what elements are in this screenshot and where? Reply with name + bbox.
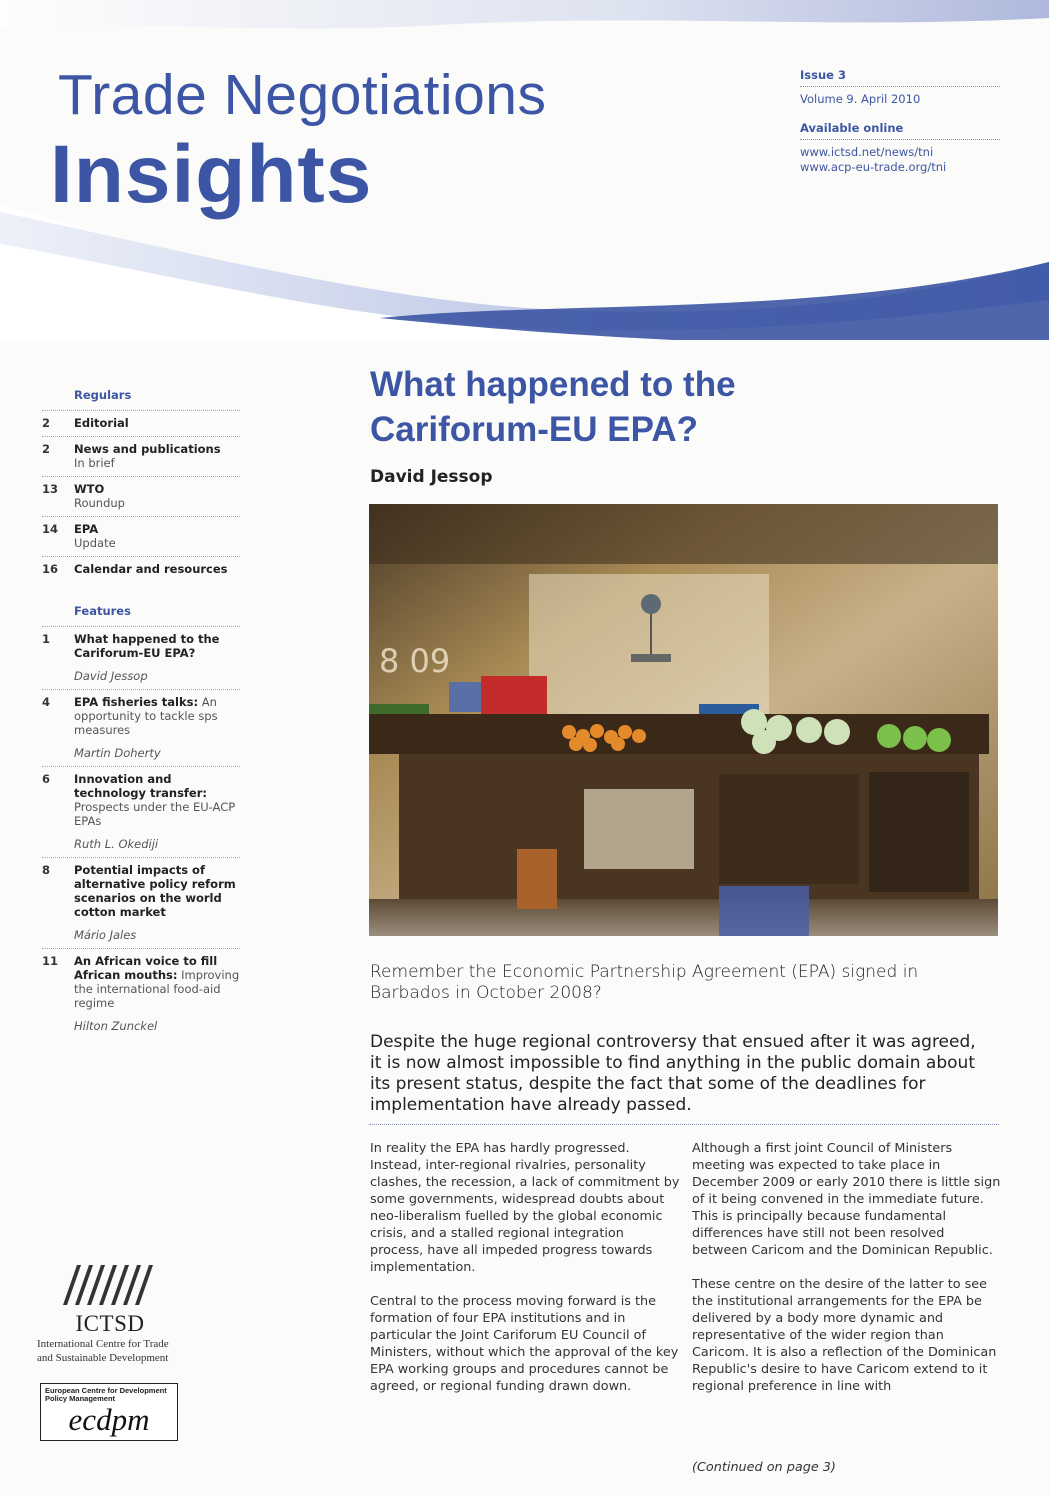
- toc-subtitle: In brief: [74, 456, 115, 470]
- toc-author: Ruth L. Okediji: [74, 837, 159, 851]
- body-paragraph: In reality the EPA has hardly progressed. Instead, inter-regional rivalries, personality clashes, the recession, a lack of commitment by some governments, widespread doubts about neo-liberalism fuelled by the global economic crisis, and a stalled regional integration process, have all impeded progress towards implementation.: [370, 1141, 680, 1275]
- ictsd-full-name: [37, 1337, 207, 1365]
- toc-author: Hilton Zunckel: [74, 1019, 158, 1033]
- volume-date: Volume 9. April 2010: [800, 92, 921, 106]
- toc-subtitle: Roundup: [74, 496, 125, 510]
- ecdpm-full-name-line1: European Centre for Development: [45, 1386, 167, 1395]
- toc-item-editorial[interactable]: [42, 411, 240, 437]
- toc-title: Innovation and technology transfer:: [74, 772, 207, 800]
- article-intro-paragraph-1: Remember the Economic Partnership Agreement (EPA) signed in Barbados in October 2008?: [370, 962, 919, 1003]
- ictsd-full-name-line1: International Centre for Trade: [37, 1338, 169, 1350]
- table-of-contents: [42, 388, 240, 1039]
- toc-item-feature-food-aid[interactable]: [42, 949, 240, 1039]
- issue-info: [800, 68, 1000, 175]
- toc-page-number: 16: [42, 562, 59, 576]
- features-heading: Features: [42, 604, 240, 627]
- ictsd-wordmark: ICTSD: [75, 1311, 145, 1336]
- ictsd-full-name-line2: and Sustainable Development: [37, 1352, 169, 1364]
- regulars-heading: Regulars: [42, 388, 240, 411]
- masthead-title-line2: Insights: [50, 129, 373, 220]
- online-url-ictsd[interactable]: www.ictsd.net/news/tni: [800, 145, 934, 159]
- toc-page-number: 1: [42, 632, 51, 646]
- issue-label: Issue 3: [800, 68, 1000, 87]
- toc-author: Martin Doherty: [74, 746, 161, 760]
- toc-item-feature-cariforum[interactable]: [42, 627, 240, 690]
- toc-page-number: 4: [42, 695, 51, 709]
- toc-title: An African voice to fill African mouths:: [74, 954, 218, 982]
- toc-title: WTO: [74, 482, 105, 496]
- toc-subtitle: Prospects under the EU-ACP EPAs: [74, 800, 236, 828]
- intro-divider: [369, 1124, 999, 1125]
- toc-item-feature-cotton[interactable]: [42, 858, 240, 949]
- market-stall-photo: [369, 504, 998, 936]
- ecdpm-logo: [40, 1383, 178, 1441]
- toc-subtitle: An opportunity to tackle sps measures: [74, 695, 218, 737]
- toc-author: Mário Jales: [74, 928, 137, 942]
- toc-page-number: 2: [42, 442, 51, 456]
- toc-subtitle: Improving the international food-aid regime: [74, 968, 240, 1010]
- toc-item-feature-innovation[interactable]: [42, 767, 240, 858]
- body-paragraph: Although a first joint Council of Ministers meeting was expected to take place in December 2009 or early 2010 there is little sign of it being convened in the immediate future. This is principally because fundamental differences have still not been resolved between Caricom and the Dominican Republic.: [692, 1141, 1001, 1258]
- headline-line1: What happened to the: [370, 365, 736, 404]
- toc-title: Potential impacts of alternative policy reform scenarios on the world cotton market: [74, 863, 236, 919]
- toc-page-number: 13: [42, 482, 59, 496]
- masthead-title-line1: Trade Negotiations: [58, 63, 547, 127]
- toc-title: News and publications: [74, 442, 221, 456]
- ictsd-logo: [38, 1265, 182, 1337]
- headline-line2: Cariforum-EU EPA?: [370, 410, 698, 449]
- toc-title: Editorial: [74, 416, 129, 430]
- ictsd-logo-mark-icon: [55, 1265, 165, 1305]
- online-url-acp[interactable]: www.acp-eu-trade.org/tni: [800, 160, 947, 174]
- ecdpm-wordmark: ecdpm: [68, 1402, 150, 1437]
- ecdpm-full-name: [41, 1384, 177, 1403]
- online-label: Available online: [800, 121, 1000, 140]
- toc-title: Calendar and resources: [74, 562, 228, 576]
- toc-title: What happened to the Cariforum-EU EPA?: [74, 632, 220, 660]
- toc-item-wto[interactable]: [42, 477, 240, 517]
- toc-item-news[interactable]: [42, 437, 240, 477]
- wall-graffiti-number: 8 09: [379, 642, 451, 680]
- toc-page-number: 6: [42, 772, 51, 786]
- toc-page-number: 8: [42, 863, 51, 877]
- article-headline: [370, 362, 990, 452]
- toc-page-number: 11: [42, 954, 59, 968]
- continued-on-page-note[interactable]: (Continued on page 3): [692, 1460, 836, 1475]
- toc-item-calendar[interactable]: [42, 557, 240, 582]
- toc-title: EPA fisheries talks:: [74, 695, 199, 709]
- toc-page-number: 2: [42, 416, 51, 430]
- body-paragraph: Central to the process moving forward is the formation of four EPA institutions and in particular the Joint Cariforum EU Council of Ministers, without which the approval of the key EPA working groups and procedures cannot be agreed, or regional funding drawn down.: [370, 1294, 679, 1394]
- toc-title: EPA: [74, 522, 99, 536]
- toc-page-number: 14: [42, 522, 59, 536]
- toc-item-epa[interactable]: [42, 517, 240, 557]
- body-paragraph: These centre on the desire of the latter to see the institutional arrangements for the EPA be delivered by a body more dynamic and representative of the wider region than Caricom. It is also a reflection of the Dominican Republic's desire to have Caricom extend to it regional preference in line with: [692, 1277, 997, 1394]
- toc-author: David Jessop: [74, 669, 148, 683]
- article-column-1: [370, 1140, 680, 1412]
- article-column-2: [692, 1140, 1002, 1412]
- toc-subtitle: Update: [74, 536, 116, 550]
- masthead: [0, 0, 1049, 340]
- article-intro-paragraph-2: Despite the huge regional controversy that ensued after it was agreed, it is now almost impossible to find anything in the public domain about its present status, despite the fact that some of the deadlines for implementation have already passed.: [370, 1032, 976, 1115]
- article-byline: David Jessop: [370, 467, 493, 487]
- toc-item-feature-fisheries[interactable]: [42, 690, 240, 767]
- ecdpm-full-name-line2: Policy Management: [45, 1394, 116, 1403]
